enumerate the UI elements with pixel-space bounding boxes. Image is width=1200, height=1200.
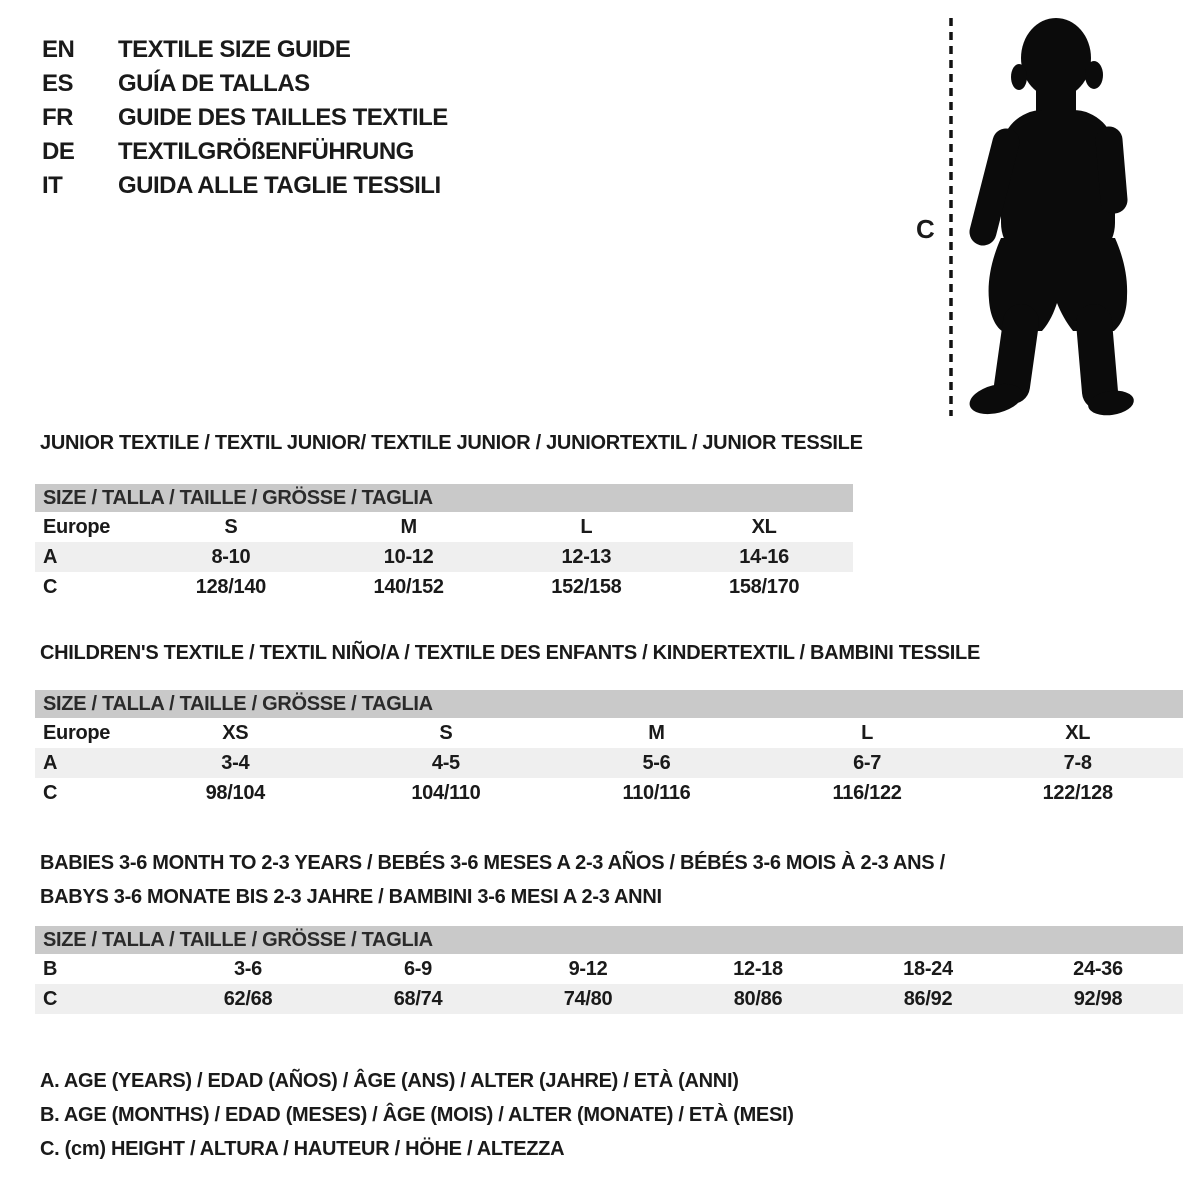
age-cell: 6-9 — [403, 957, 432, 980]
row-label: C — [43, 781, 58, 804]
height-cell: 140/152 — [373, 575, 444, 598]
age-cell: 12-18 — [733, 957, 783, 980]
age-cell: 7-8 — [972, 748, 1183, 778]
size-cell: XS — [222, 721, 249, 744]
measurement-legend — [40, 1064, 794, 1166]
age-cell: 4-5 — [341, 748, 552, 778]
children-size-table — [35, 690, 1183, 808]
table-row — [35, 718, 1183, 748]
table-header-label: SIZE / TALLA / TAILLE / GRÖSSE / TAGLIA — [35, 484, 853, 512]
age-cell: 9-12 — [568, 957, 608, 980]
table-row — [35, 572, 853, 602]
language-code: EN — [42, 36, 75, 63]
row-label: A — [35, 748, 130, 778]
height-cell: 74/80 — [503, 984, 673, 1014]
junior-size-table — [35, 484, 853, 602]
age-cell: 3-4 — [130, 748, 341, 778]
age-cell: 6-7 — [762, 748, 973, 778]
table-row — [35, 748, 1183, 778]
legend-line-b: B. AGE (MONTHS) / EDAD (MESES) / ÂGE (MOIS) / ALTER (MONATE) / ETÀ (MESI) — [40, 1104, 794, 1126]
table-row — [35, 984, 1183, 1014]
language-guide-list — [42, 33, 448, 203]
row-label: Europe — [43, 721, 111, 744]
size-cell: M — [400, 515, 417, 538]
legend-line-a: A. AGE (YEARS) / EDAD (AÑOS) / ÂGE (ANS) / ALTER (JAHRE) / ETÀ (ANNI) — [40, 1070, 739, 1092]
table-header-row — [35, 926, 1183, 954]
height-cell: 68/74 — [333, 984, 503, 1014]
size-cell: XL — [751, 515, 777, 538]
row-label: C — [43, 575, 58, 598]
height-cell: 152/158 — [551, 575, 622, 598]
row-label: Europe — [43, 515, 111, 538]
age-cell: 8-10 — [142, 542, 320, 572]
language-code: ES — [42, 70, 74, 97]
table-row — [35, 512, 853, 542]
row-label: C — [35, 984, 163, 1014]
row-label: A — [35, 542, 142, 572]
table-row — [35, 778, 1183, 808]
list-item — [42, 33, 448, 67]
children-section-heading: CHILDREN'S TEXTILE / TEXTIL NIÑO/A / TEXTILE DES ENFANTS / KINDERTEXTIL / BAMBINI TESSILE — [40, 642, 980, 664]
age-cell: 12-13 — [498, 542, 676, 572]
babies-size-table — [35, 926, 1183, 1014]
height-cell: 62/68 — [163, 984, 333, 1014]
guide-title: TEXTILGRÖßENFÜHRUNG — [118, 138, 414, 165]
guide-title: GUIDA ALLE TAGLIE TESSILI — [118, 172, 441, 199]
table-header-label: SIZE / TALLA / TAILLE / GRÖSSE / TAGLIA — [35, 690, 1183, 718]
table-row — [35, 954, 1183, 984]
table-header-label: SIZE / TALLA / TAILLE / GRÖSSE / TAGLIA — [35, 926, 1183, 954]
language-code: FR — [42, 104, 73, 131]
size-cell: L — [861, 721, 874, 744]
age-cell: 14-16 — [675, 542, 853, 572]
size-cell: S — [224, 515, 238, 538]
height-cell: 80/86 — [673, 984, 843, 1014]
size-cell: XL — [1065, 721, 1091, 744]
height-cell: 128/140 — [195, 575, 266, 598]
language-code: IT — [42, 172, 63, 199]
table-row — [35, 542, 853, 572]
list-item — [42, 67, 448, 101]
size-cell: L — [580, 515, 593, 538]
babies-heading-line-2: BABYS 3-6 MONATE BIS 2-3 JAHRE / BAMBINI 3-6 MESI A 2-3 ANNI — [40, 886, 662, 908]
height-cell: 92/98 — [1013, 984, 1183, 1014]
table-header-row — [35, 484, 853, 512]
age-cell: 24-36 — [1073, 957, 1123, 980]
guide-title: GUÍA DE TALLAS — [118, 70, 310, 97]
junior-section-heading: JUNIOR TEXTILE / TEXTIL JUNIOR/ TEXTILE JUNIOR / JUNIORTEXTIL / JUNIOR TESSILE — [40, 432, 863, 454]
list-item — [42, 101, 448, 135]
babies-heading-line-1: BABIES 3-6 MONTH TO 2-3 YEARS / BEBÉS 3-6 MESES A 2-3 AÑOS / BÉBÉS 3-6 MOIS À 2-3 ANS / — [40, 852, 945, 874]
height-cell: 116/122 — [832, 781, 902, 804]
row-label: B — [43, 957, 58, 980]
size-cell: S — [439, 721, 453, 744]
age-cell: 3-6 — [233, 957, 262, 980]
age-cell: 18-24 — [903, 957, 953, 980]
height-cell: 104/110 — [411, 781, 481, 804]
size-cell: M — [648, 721, 665, 744]
height-cell: 110/116 — [622, 781, 691, 804]
height-measure-label: C — [916, 214, 935, 244]
guide-title: TEXTILE SIZE GUIDE — [118, 36, 351, 63]
age-cell: 5-6 — [551, 748, 762, 778]
list-item — [42, 135, 448, 169]
height-cell: 98/104 — [205, 781, 265, 804]
legend-line-c: C. (cm) HEIGHT / ALTURA / HAUTEUR / HÖHE / ALTEZZA — [40, 1138, 565, 1160]
guide-title: GUIDE DES TAILLES TEXTILE — [118, 104, 448, 131]
age-cell: 10-12 — [320, 542, 498, 572]
list-item — [42, 169, 448, 203]
language-code: DE — [42, 138, 75, 165]
height-cell: 158/170 — [729, 575, 800, 598]
table-header-row — [35, 690, 1183, 718]
toddler-silhouette — [966, 18, 1135, 419]
height-cell: 86/92 — [843, 984, 1013, 1014]
babies-section-heading — [40, 846, 945, 914]
height-cell: 122/128 — [1042, 781, 1113, 804]
